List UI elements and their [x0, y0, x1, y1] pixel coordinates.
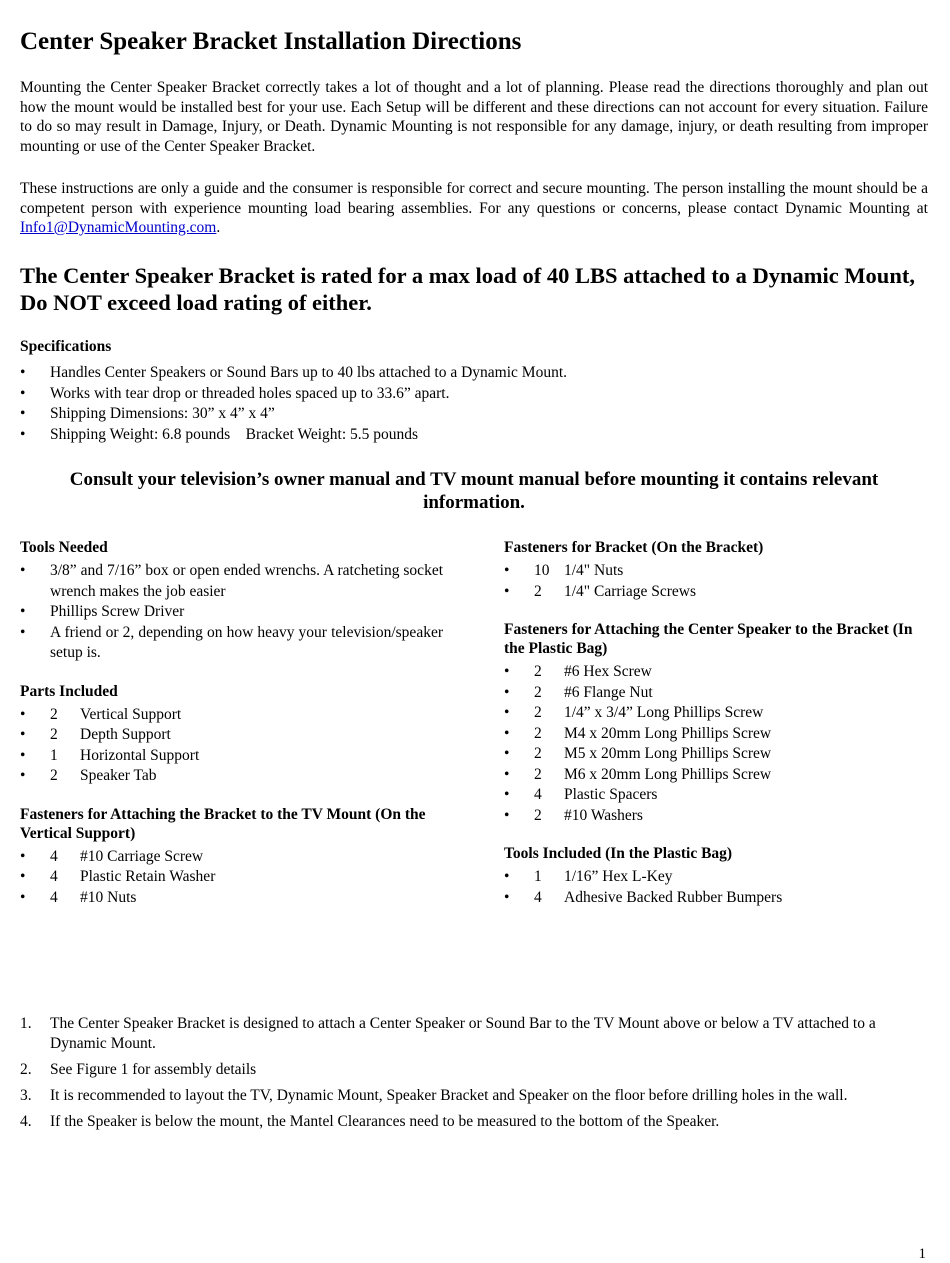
- part-item: [20, 725, 443, 746]
- tools-included-heading: Tools Included (In the Plastic Bag): [504, 845, 733, 862]
- intro-paragraph: Mounting the Center Speaker Bracket correctly takes a lot of thought and a lot of planning. Please read the directions thoroughly and plan out how the mount would be installed best for your use. Each Setup will be different and these directions can not account for every situation. Failure to do so may result in Damage, Injury, or Death. Dynamic Mounting is not responsible for any damage, injury, or death resulting from improper mounting or use of the Center Speaker Bracket.: [20, 79, 928, 155]
- fastener-qty: 2: [534, 765, 542, 783]
- fastener-item: [20, 847, 443, 868]
- tool-included-item: [504, 867, 928, 888]
- fastener-qty: 4: [50, 868, 58, 885]
- page-title: Center Speaker Bracket Installation Directions: [20, 28, 522, 55]
- part-name: Vertical Support: [80, 705, 182, 723]
- tool-item: • 3/8” and 7/16” box or open ended wrenchs. A ratcheting socket wrench makes the job easier: [20, 561, 443, 602]
- fastener-qty: 2: [534, 663, 542, 680]
- tv-mount-fasteners-heading: Fasteners for Attaching the Bracket to the TV Mount (On the Vertical Support): [20, 805, 426, 842]
- fastener-name: M4 x 20mm Long Phillips Screw: [564, 724, 772, 742]
- fastener-item: [504, 785, 928, 806]
- fastener-name: #10 Carriage Screw: [80, 847, 204, 865]
- part-qty: 2: [50, 726, 58, 743]
- fastener-item: [504, 724, 928, 745]
- part-qty: 2: [50, 705, 58, 723]
- fastener-qty: 4: [534, 786, 542, 803]
- fastener-item: [504, 703, 928, 724]
- tool-item: • Phillips Screw Driver: [20, 602, 443, 623]
- fastener-name: #10 Washers: [564, 806, 643, 824]
- tool-qty: 4: [534, 888, 542, 906]
- right-column: [504, 538, 928, 926]
- step-item: [20, 1014, 928, 1054]
- fastener-qty: 2: [534, 704, 542, 721]
- parts-included-heading: Parts Included: [20, 682, 118, 700]
- step-number: 4.: [20, 1113, 32, 1130]
- email-link[interactable]: Info1@DynamicMounting.com: [20, 219, 217, 236]
- step-item: [20, 1112, 928, 1132]
- part-name: Horizontal Support: [80, 746, 200, 764]
- fastener-name: #10 Nuts: [80, 888, 137, 906]
- fastener-item: [504, 561, 928, 582]
- tools-included-list: [504, 867, 928, 908]
- part-name: Depth Support: [80, 726, 171, 743]
- fastener-item: [504, 662, 928, 683]
- parts-included-list: [20, 705, 443, 787]
- fastener-qty: 4: [50, 847, 58, 865]
- fastener-item: [20, 867, 443, 888]
- contact-paragraph: [20, 179, 928, 238]
- tools-needed-heading: Tools Needed: [20, 539, 108, 556]
- tool-item: • A friend or 2, depending on how heavy your television/speaker setup is.: [20, 623, 443, 664]
- fastener-qty: 2: [534, 806, 542, 824]
- speaker-fasteners-heading: Fasteners for Attaching the Center Speaker to the Bracket (In the Plastic Bag): [504, 621, 913, 657]
- fastener-name: #6 Hex Screw: [564, 663, 652, 680]
- specifications-heading: Specifications: [20, 338, 112, 355]
- spec-item: • Shipping Dimensions: 30” x 4” x 4”: [20, 404, 928, 425]
- fastener-qty: 4: [50, 888, 58, 906]
- spec-item: • Shipping Weight: 6.8 pounds Bracket Weight: 5.5 pounds: [20, 425, 928, 446]
- part-item: [20, 766, 443, 787]
- bracket-fasteners-list: [504, 561, 928, 602]
- fastener-name: Plastic Retain Washer: [80, 868, 216, 885]
- fastener-item: [504, 744, 928, 765]
- fastener-qty: 2: [534, 745, 542, 762]
- contact-text: These instructions are only a guide and the consumer is responsible for correct and secure mounting. The person installing the mount should be a competent person with experience mounting load bearing assemblies. For any questions or concerns, please contact Dynamic Mounting at: [20, 180, 928, 217]
- step-number: 1.: [20, 1015, 32, 1032]
- tool-name: Adhesive Backed Rubber Bumpers: [564, 888, 783, 906]
- consult-notice: Consult your television’s owner manual and TV mount manual before mounting it contains relevant information.: [69, 469, 879, 513]
- fastener-name: 1/4" Carriage Screws: [564, 582, 697, 600]
- fastener-name: Plastic Spacers: [564, 786, 658, 803]
- spec-item: • Handles Center Speakers or Sound Bars up to 40 lbs attached to a Dynamic Mount.: [20, 363, 928, 384]
- spec-item: • Works with tear drop or threaded holes spaced up to 33.6” apart.: [20, 384, 928, 405]
- fastener-name: 1/4” x 3/4” Long Phillips Screw: [564, 704, 764, 721]
- step-number: 3.: [20, 1087, 32, 1104]
- step-text: The Center Speaker Bracket is designed to attach a Center Speaker or Sound Bar to the TV Mount above or below a TV attached to a Dynamic Mount.: [50, 1015, 876, 1052]
- part-qty: 1: [50, 746, 58, 764]
- fastener-qty: 2: [534, 582, 542, 600]
- fastener-item: [504, 683, 928, 704]
- fastener-name: M5 x 20mm Long Phillips Screw: [564, 745, 772, 762]
- part-qty: 2: [50, 767, 58, 784]
- fastener-qty: 2: [534, 724, 542, 742]
- fastener-item: [20, 888, 443, 909]
- fastener-item: [504, 806, 928, 827]
- fastener-name: 1/4" Nuts: [564, 562, 624, 579]
- fastener-item: [504, 582, 928, 603]
- tools-needed-list: [20, 561, 443, 664]
- tool-name: 1/16” Hex L-Key: [564, 868, 673, 885]
- part-item: [20, 746, 443, 767]
- part-item: [20, 705, 443, 726]
- step-text: See Figure 1 for assembly details: [50, 1061, 257, 1078]
- tool-qty: 1: [534, 868, 542, 885]
- installation-steps: [20, 1014, 928, 1138]
- tool-included-item: [504, 888, 928, 909]
- load-warning: The Center Speaker Bracket is rated for a max load of 40 LBS attached to a Dynamic Mount, Do NOT exceed load rating of either.: [20, 263, 915, 315]
- step-text: It is recommended to layout the TV, Dynamic Mount, Speaker Bracket and Speaker on the floor before drilling holes in the wall.: [50, 1087, 848, 1104]
- fastener-name: M6 x 20mm Long Phillips Screw: [564, 765, 772, 783]
- page-number: 1: [918, 1246, 926, 1262]
- bracket-fasteners-heading: Fasteners for Bracket (On the Bracket): [504, 539, 764, 556]
- specifications-list: [20, 363, 928, 445]
- step-item: [20, 1060, 928, 1080]
- speaker-fasteners-list: [504, 662, 928, 826]
- tv-mount-fasteners-list: [20, 847, 443, 909]
- left-column: [20, 538, 443, 926]
- contact-text-end: .: [216, 219, 221, 236]
- step-text: If the Speaker is below the mount, the Mantel Clearances need to be measured to the bottom of the Speaker.: [50, 1113, 720, 1130]
- step-item: [20, 1086, 928, 1106]
- fastener-qty: 10: [534, 562, 550, 579]
- part-name: Speaker Tab: [80, 767, 157, 784]
- fastener-name: #6 Flange Nut: [564, 683, 653, 701]
- fastener-qty: 2: [534, 683, 542, 701]
- step-number: 2.: [20, 1061, 32, 1078]
- fastener-item: [504, 765, 928, 786]
